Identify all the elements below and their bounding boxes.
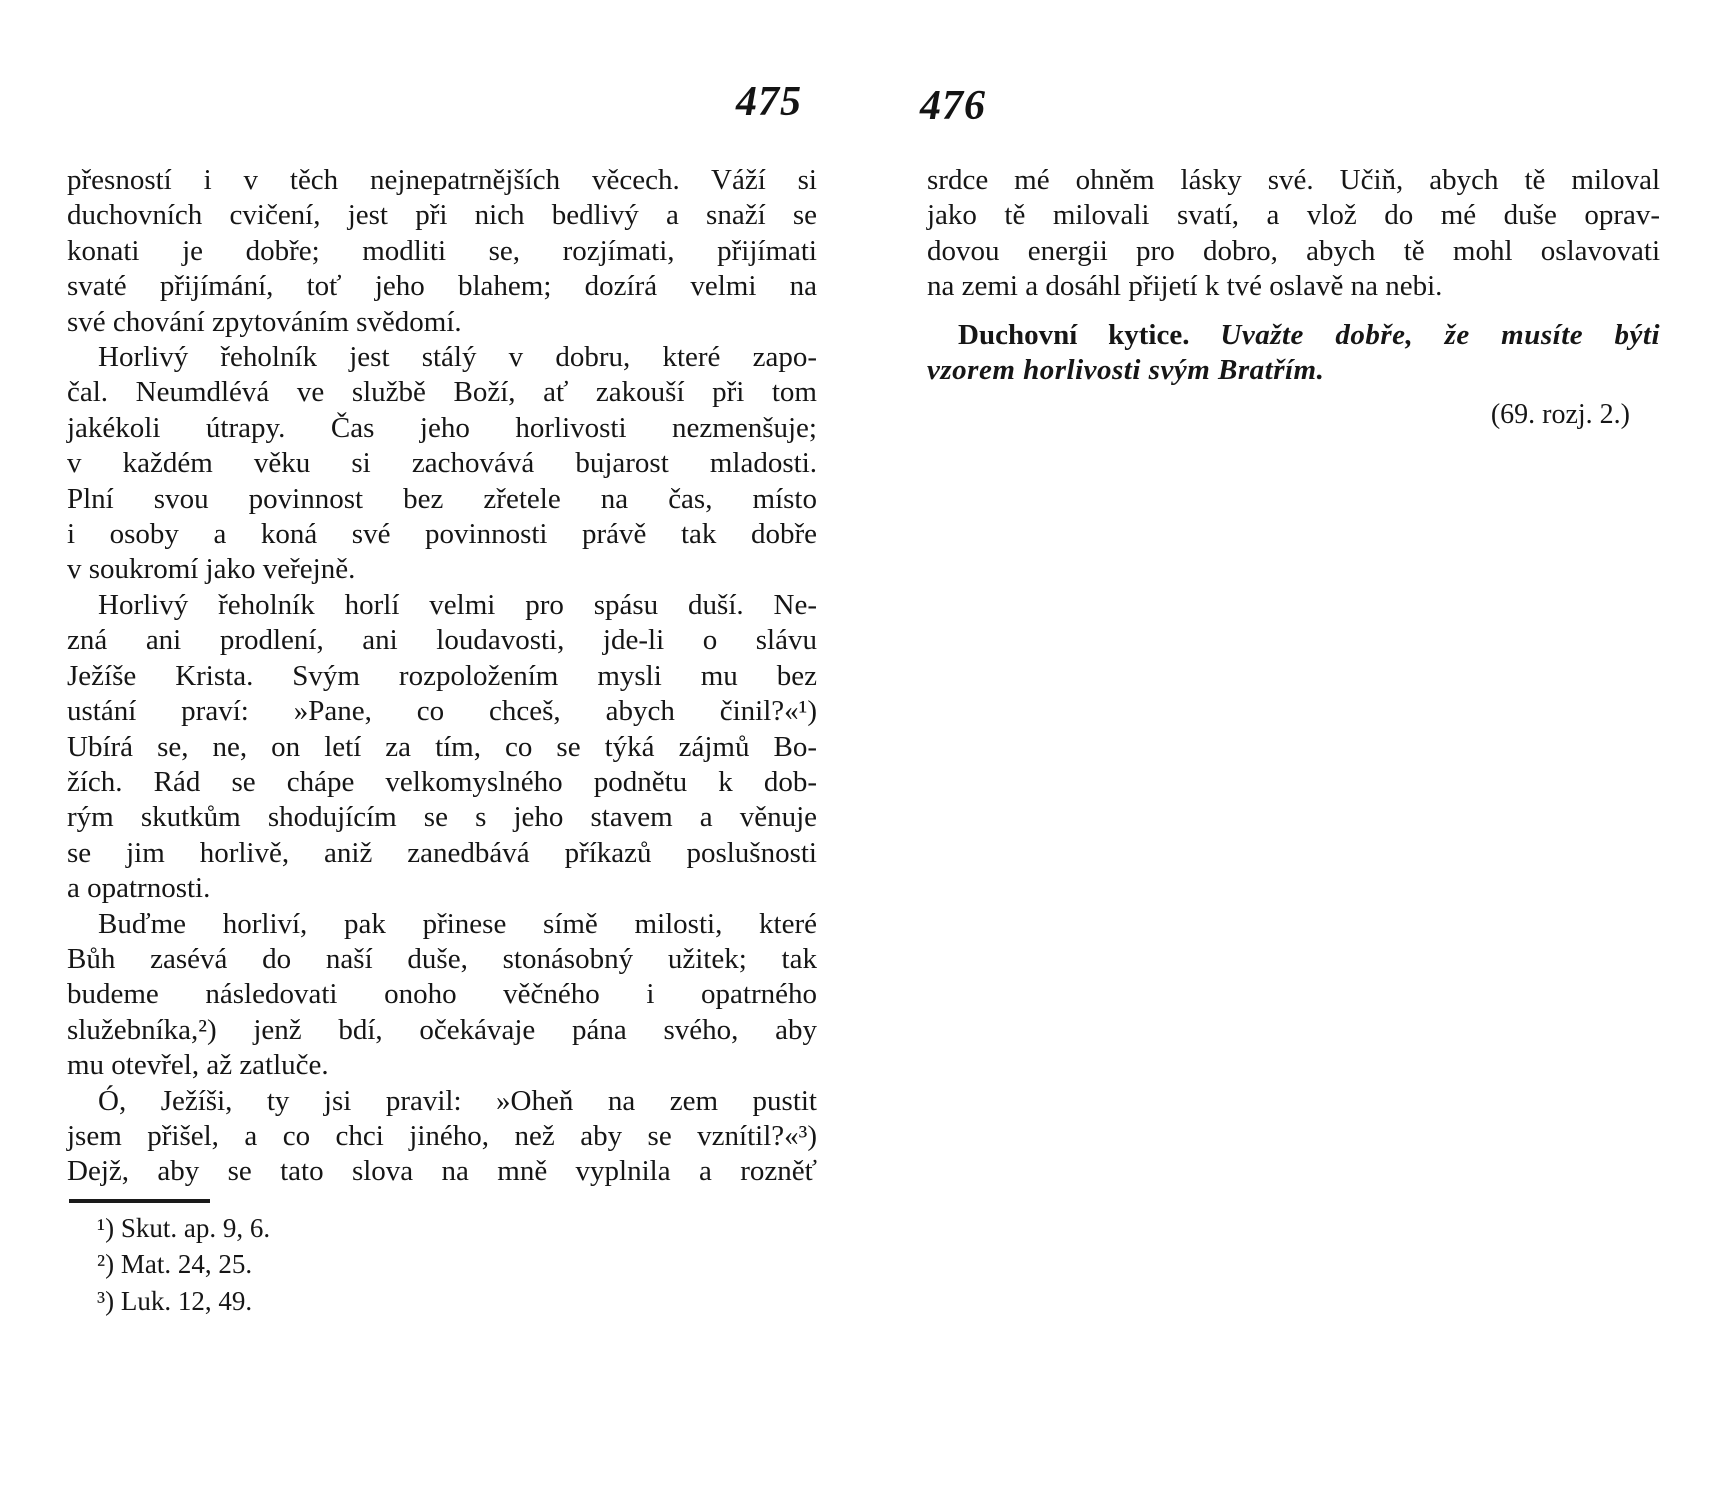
text-line: svaté přijímání, toť jeho blahem; dozírá velmi na (67, 270, 817, 303)
text-line: zná ani prodlení, ani loudavosti, jde-li o slávu (67, 624, 817, 657)
left-page-text-column (67, 163, 817, 1319)
text-line (927, 318, 1660, 353)
text-line: Buďme horliví, pak přinese símě milosti, které (98, 907, 817, 940)
footnote-list (67, 1210, 817, 1320)
text-line: Ubírá se, ne, on letí za tím, co se týká zájmů Bo- (67, 730, 817, 763)
text-line: duchovních cvičení, jest při nich bedlivý a snaží se (67, 199, 817, 232)
text-line: konati je dobře; modliti se, rozjímati, přijímati (67, 234, 817, 267)
text-line (927, 353, 1660, 388)
footnote: ²) Mat. 24, 25. (97, 1249, 253, 1280)
text-line: Bůh zasévá do naší duše, stonásobný užitek; tak (67, 942, 817, 975)
paragraph (67, 588, 817, 907)
text-line: Ó, Ježíši, ty jsi pravil: »Oheň na zem pustit (98, 1084, 817, 1117)
text-line: i osoby a koná své povinnosti právě tak dobře (67, 518, 817, 551)
text-line: Horlivý řeholník jest stálý v dobru, které zapo- (98, 341, 817, 374)
paragraph (927, 318, 1660, 389)
text-line: jakékoli útrapy. Čas jeho horlivosti nezmenšuje; (67, 411, 817, 444)
text-line: Ježíše Krista. Svým rozpoložením mysli mu bez (67, 659, 817, 692)
text-line: ustání praví: »Pane, co chceš, abych činil?«¹) (67, 695, 817, 728)
right-page-paragraphs (927, 163, 1660, 388)
text-line: Horlivý řeholník horlí velmi pro spásu duší. Ne- (98, 588, 817, 621)
text-line: rým skutkům shodujícím se s jeho stavem a věnuje (67, 801, 817, 834)
footnote: ³) Luk. 12, 49. (97, 1285, 253, 1316)
page-number-right: 476 (920, 83, 986, 129)
paragraph (67, 1084, 817, 1190)
text-line: dovou energii pro dobro, abych tě mohl oslavovati (927, 234, 1660, 267)
page-number-left: 475 (736, 79, 802, 125)
text-line: služebníka,²) jenž bdí, očekávaje pána svého, aby (67, 1013, 817, 1046)
right-page-text-column (927, 163, 1660, 433)
text-line: mu otevřel, až zatluče. (67, 1049, 329, 1082)
paragraph (927, 163, 1660, 305)
text-line: žích. Rád se chápe velkomyslného podnětu k dob- (67, 765, 817, 798)
footnote-separator (69, 1199, 210, 1203)
text-segment: Uvažte dobře, že musíte býti (1220, 318, 1660, 351)
citation: (69. rozj. 2.) (1490, 399, 1630, 431)
text-line: v soukromí jako veřejně. (67, 553, 356, 586)
text-line: na zemi a dosáhl přijetí k tvé oslavě na nebi. (927, 270, 1443, 303)
paragraph (67, 163, 817, 340)
text-line: srdce mé ohněm lásky své. Učiň, abych tě miloval (927, 164, 1660, 196)
left-page-paragraphs (67, 163, 817, 1190)
text-line: své chování zpytováním svědomí. (67, 305, 462, 338)
paragraph (67, 907, 817, 1084)
text-line: Plní svou povinnost bez zřetele na čas, místo (67, 482, 817, 515)
text-segment: vzorem horlivosti svým Bratřím. (927, 354, 1325, 387)
text-line: jsem přišel, a co chci jiného, než aby se vznítil?«³) (67, 1119, 817, 1152)
text-line: v každém věku si zachovává bujarost mladosti. (67, 447, 817, 480)
text-line: přesností i v těch nejnepatrnějších věcech. Váží si (67, 164, 817, 196)
paragraph (67, 340, 817, 588)
text-segment: Duchovní kytice. (958, 318, 1221, 351)
text-line: Dejž, aby se tato slova na mně vyplnila a rozněť (67, 1155, 817, 1188)
text-line: jako tě milovali svatí, a vlož do mé duše oprav- (927, 199, 1660, 232)
text-line: a opatrnosti. (67, 872, 211, 905)
text-line: se jim horlivě, aniž zanedbává příkazů poslušnosti (67, 836, 817, 869)
text-line: čal. Neumdlévá ve službě Boží, ať zakouší při tom (67, 376, 817, 409)
text-line: budeme následovati onoho věčného i opatrného (67, 978, 817, 1011)
footnote: ¹) Skut. ap. 9, 6. (97, 1212, 271, 1243)
